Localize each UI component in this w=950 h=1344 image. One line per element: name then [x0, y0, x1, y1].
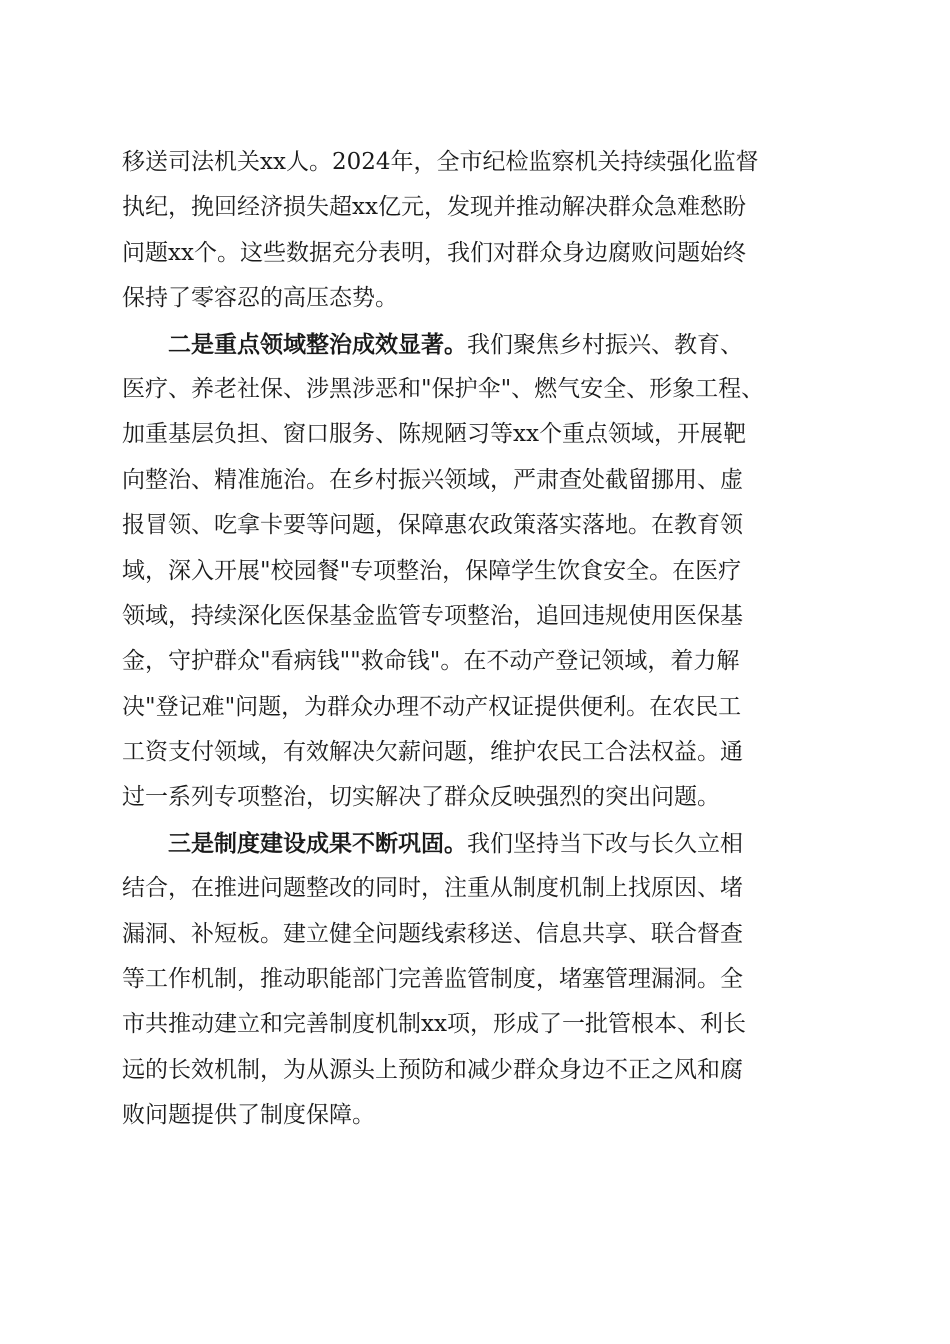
text-line: 执纪，挽回经济损失超xx亿元，发现并推动解决群众急难愁盼: [122, 194, 746, 221]
text-line: 域，深入开展"校园餐"专项整治，保障学生饮食安全。在医疗: [122, 557, 742, 584]
paragraph-lead-heading: 二是重点领域整治成效显著。: [168, 330, 467, 358]
text-line: 结合，在推进问题整改的同时，注重从制度机制上找原因、堵: [122, 875, 743, 902]
text-line: 移送司法机关xx人。2024年，全市纪检监察机关持续强化监督: [122, 149, 759, 175]
text-line: 报冒领、吃拿卡要等问题，保障惠农政策落实落地。在教育领: [122, 512, 743, 539]
document-body: [122, 140, 834, 1139]
text-line-first: [122, 821, 834, 866]
text-line: 过一系列专项整治，切实解决了群众反映强烈的突出问题。: [122, 784, 720, 811]
text-line: 工资支付领域，有效解决欠薪问题，维护农民工合法权益。通: [122, 739, 743, 766]
text-line: 市共推动建立和完善制度机制xx项，形成了一批管根本、利长: [122, 1011, 746, 1038]
text-line: 保持了零容忍的高压态势。: [122, 285, 398, 312]
text-line: 等工作机制，推动职能部门完善监管制度，堵塞管理漏洞。全: [122, 966, 743, 993]
paragraph-lead-heading: 三是制度建设成果不断巩固。: [168, 829, 467, 857]
text-line: 金，守护群众"看病钱""救命钱"。在不动产登记领域，着力解: [122, 648, 740, 675]
text-line: 医疗、养老社保、涉黑涉恶和"保护伞"、燃气安全、形象工程、: [122, 375, 765, 402]
text-line: 远的长效机制，为从源头上预防和减少群众身边不正之风和腐: [122, 1056, 743, 1083]
text-line-rest: 我们坚持当下改与长久立相: [467, 830, 743, 857]
text-line: 漏洞、补短板。建立健全问题线索移送、信息共享、联合督查: [122, 920, 743, 947]
text-line: 向整治、精准施治。在乡村振兴领域，严肃查处截留挪用、虚: [122, 466, 743, 493]
paragraph-key-areas: [122, 322, 834, 821]
text-line: 决"登记难"问题，为群众办理不动产权证提供便利。在农民工: [122, 693, 742, 720]
text-line: 问题xx个。这些数据充分表明，我们对群众身边腐败问题始终: [122, 239, 746, 266]
text-line-rest: 我们聚焦乡村振兴、教育、: [467, 331, 743, 358]
text-line: 败问题提供了制度保障。: [122, 1102, 375, 1129]
text-line: 加重基层负担、窗口服务、陈规陋习等xx个重点领域，开展靶: [122, 421, 746, 448]
paragraph-institution-building: [122, 821, 834, 1139]
text-line-first: [122, 322, 834, 367]
text-line: 领域，持续深化医保基金监管专项整治，追回违规使用医保基: [122, 602, 743, 629]
paragraph-continuation: [122, 140, 834, 322]
